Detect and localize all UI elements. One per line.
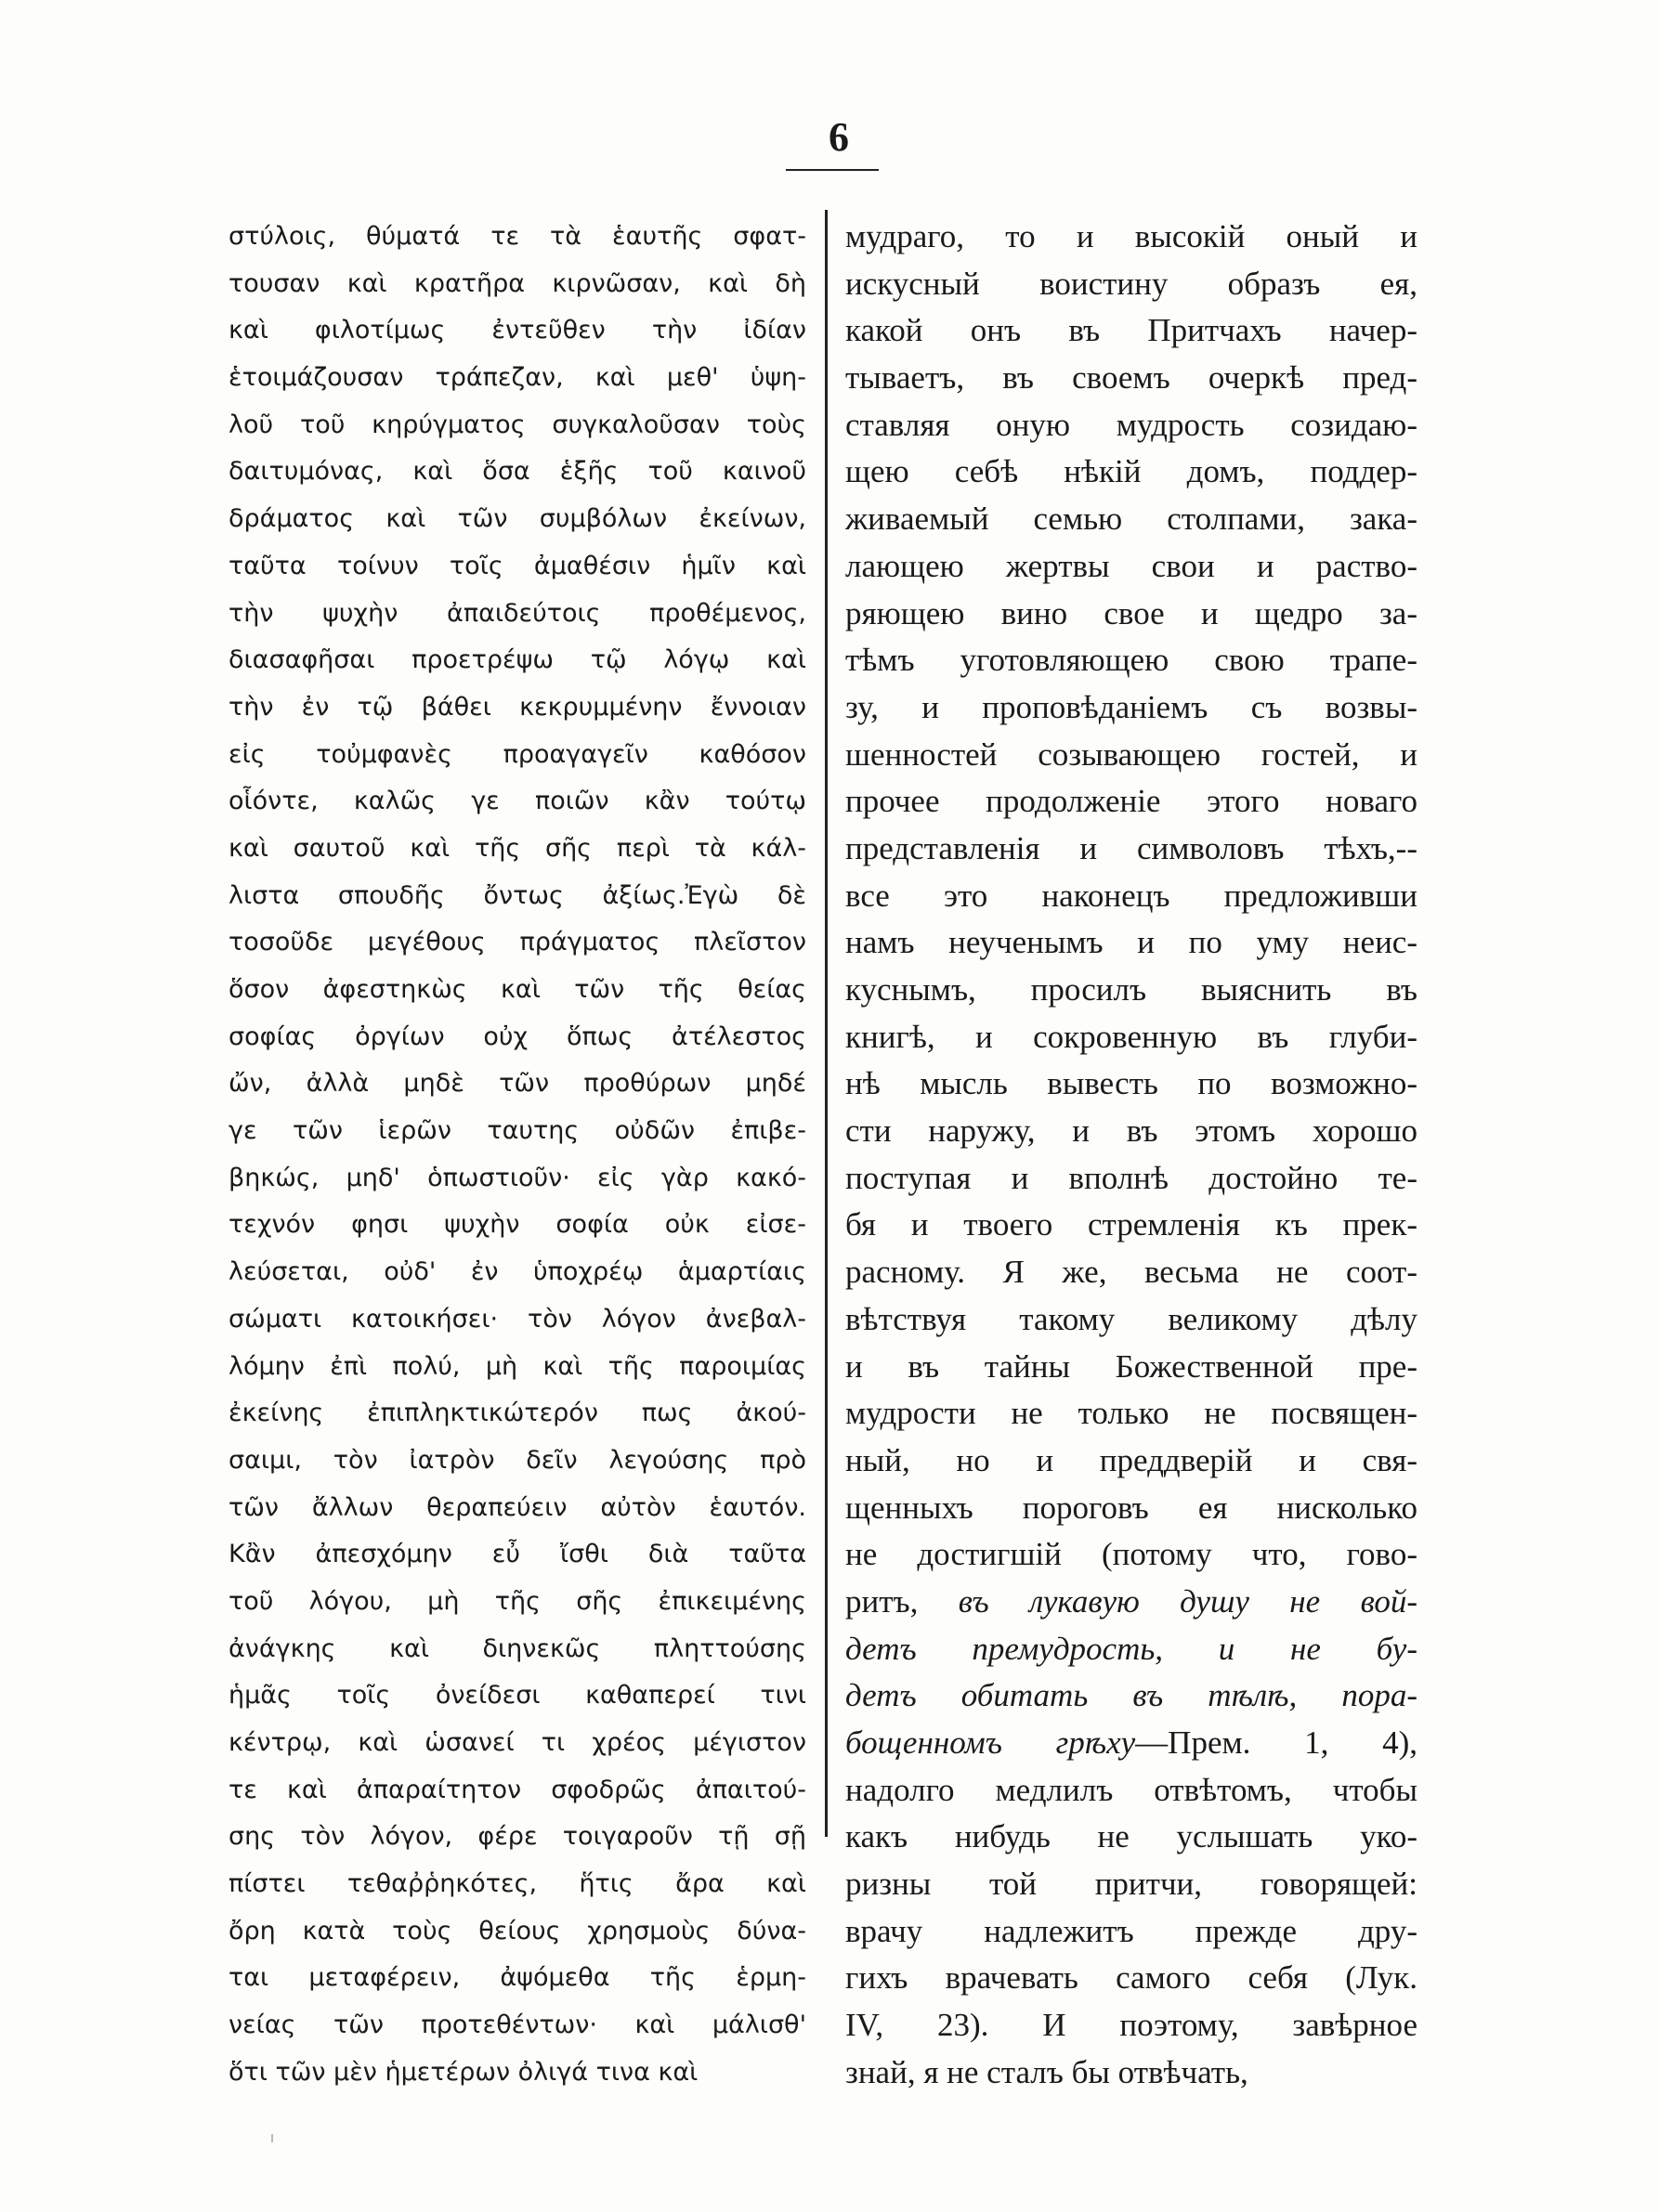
russian-line xyxy=(845,355,1417,402)
text-segment: надолго медлилъ отвѣтомъ, чтобы xyxy=(845,1771,1417,1808)
russian-line xyxy=(845,1108,1417,1155)
greek-line: σοφίας ὀργίων οὐχ ὅπως ἀτέλεστος xyxy=(229,1021,806,1051)
russian-line xyxy=(845,496,1417,543)
russian-line xyxy=(845,732,1417,779)
russian-line xyxy=(845,637,1417,684)
text-segment: IV, 23). И поэтому, завѣрное xyxy=(845,2007,1417,2044)
greek-line: στύλοις, θύματά τε τὰ ἑαυτῆς σφατ- xyxy=(229,222,806,251)
russian-text-column xyxy=(845,214,1417,2097)
greek-line: τὴν ἐν τῷ βάθει κεκρυμμένην ἔννοιαν xyxy=(229,692,806,722)
russian-line xyxy=(845,1626,1417,1673)
text-segment: все это наконецъ предложивши xyxy=(845,877,1417,914)
greek-text-column xyxy=(229,214,806,2097)
russian-line xyxy=(845,1908,1417,1956)
greek-line: ἑτοιμάζουσαν τράπεζαν, καὶ μεθ' ὑψη- xyxy=(229,363,806,393)
greek-line: οἷόντε, καλῶς γε ποιῶν κἂν τούτῳ xyxy=(229,787,806,816)
text-segment: прочее продолженіе этого новаго xyxy=(845,783,1417,820)
text-segment: мудрости не только не посвящен- xyxy=(845,1395,1417,1432)
russian-line xyxy=(845,1155,1417,1203)
russian-line xyxy=(845,2002,1417,2049)
russian-line xyxy=(845,2049,1417,2097)
greek-line: Κἂν ἀπεσχόμην εὖ ἴσθι διὰ ταῦτα xyxy=(229,1540,806,1569)
greek-line: διασαφῆσαι προετρέψω τῷ λόγῳ καὶ xyxy=(229,645,806,675)
russian-line xyxy=(845,1720,1417,1767)
greek-line: σώματι κατοικήσει· τὸν λόγον ἀνεβαλ- xyxy=(229,1304,806,1334)
text-segment: шенностей созывающею гостей, и xyxy=(845,735,1417,773)
russian-line xyxy=(845,1485,1417,1532)
russian-line xyxy=(845,214,1417,261)
italic-quotation: въ лукавую душу не вой- xyxy=(958,1582,1417,1620)
russian-line xyxy=(845,307,1417,355)
text-segment: тываетъ, въ своемъ очеркѣ пред- xyxy=(845,359,1417,397)
russian-line xyxy=(845,543,1417,591)
text-segment: нѣ мысль вывесть по возможно- xyxy=(845,1065,1417,1102)
text-segment: и въ тайны Божественной пре- xyxy=(845,1347,1417,1385)
text-segment: тѣмъ уготовляющею свою трапе- xyxy=(845,642,1417,679)
greek-line: ὅτι τῶν μὲν ἡμετέρων ὀλιγά τινα καὶ xyxy=(229,2057,699,2087)
russian-line xyxy=(845,1390,1417,1438)
greek-line: λεύσεται, οὐδ' ἐν ὑποχρέῳ ἁμαρτίαις xyxy=(229,1257,806,1287)
greek-line: ται μεταφέρειν, ἀψόμεθα τῆς ἑρμη- xyxy=(229,1963,806,1993)
text-segment: сти наружу, и въ этомъ хорошо xyxy=(845,1113,1417,1150)
greek-line: γε τῶν ἱερῶν ταυτης οὐδῶν ἐπιβε- xyxy=(229,1116,806,1146)
russian-line xyxy=(845,1955,1417,2002)
text-segment: ряющею вино свое и щедро за- xyxy=(845,594,1417,631)
russian-line xyxy=(845,1344,1417,1391)
greek-line: τεχνόν φησι ψυχὴν σοφία οὐκ εἰσε- xyxy=(229,1210,806,1240)
russian-line xyxy=(845,1579,1417,1626)
greek-line: ἀνάγκης καὶ διηνεκῶς πληττούσης xyxy=(229,1633,806,1663)
text-segment: представленія и символовъ тѣхъ,-- xyxy=(845,829,1417,866)
russian-line xyxy=(845,873,1417,920)
text-segment: живаемый семью столпами, зака- xyxy=(845,501,1417,538)
text-segment: гихъ врачевать самого себя (Лук. xyxy=(845,1959,1417,1997)
russian-line xyxy=(845,402,1417,449)
greek-line: ὅσον ἀφεστηκὼς καὶ τῶν τῆς θείας xyxy=(229,975,806,1004)
greek-line: ἐκείνης ἐπιπληκτικώτερόν πως ἀκού- xyxy=(229,1399,806,1428)
russian-line xyxy=(845,778,1417,826)
text-segment: зу, и проповѣданіемъ съ возвы- xyxy=(845,688,1417,725)
text-segment: ставляя оную мудрость созидаю- xyxy=(845,406,1417,443)
greek-line: κέντρῳ, καὶ ὡσανεί τι χρέος μέγιστον xyxy=(229,1728,806,1757)
text-segment: знай, я не сталъ бы отвѣчать, xyxy=(845,2053,1248,2090)
russian-line xyxy=(845,919,1417,967)
greek-line: δράματος καὶ τῶν συμβόλων ἐκείνων, xyxy=(229,504,806,534)
greek-line: πίστει τεθαῤῥηκότες, ἥτις ἄρα καὶ xyxy=(229,1869,806,1899)
text-segment: поступая и вполнѣ достойно те- xyxy=(845,1159,1417,1196)
greek-line: λιστα σπουδῆς ὄντως ἀξίως.Ἐγὼ δὲ xyxy=(229,880,806,910)
russian-line xyxy=(845,1249,1417,1296)
greek-line: σαιμι, τὸν ἰατρὸν δεῖν λεγούσης πρὸ xyxy=(229,1445,806,1475)
greek-line: καὶ φιλοτίμως ἐντεῦθεν τὴν ἰδίαν xyxy=(229,316,806,345)
greek-line: ὤν, ἀλλὰ μηδὲ τῶν προθύρων μηδέ xyxy=(229,1069,806,1099)
text-segment: какъ нибудь не услышать уко- xyxy=(845,1818,1417,1855)
text-segment: куснымъ, просилъ выяснить въ xyxy=(845,971,1417,1008)
greek-line: δαιτυμόνας, καὶ ὅσα ἑξῆς τοῦ καινοῦ xyxy=(229,457,806,487)
text-segment: книгѣ, и сокровенную въ глуби- xyxy=(845,1018,1417,1055)
russian-line xyxy=(845,684,1417,732)
russian-line xyxy=(845,1531,1417,1579)
russian-line xyxy=(845,591,1417,638)
column-divider xyxy=(825,210,828,1837)
russian-line xyxy=(845,449,1417,496)
greek-line: εἰς τοὐμφανὲς προαγαγεῖν καθόσον xyxy=(229,739,806,769)
text-segment: —Прем. 1, 4), xyxy=(1135,1724,1417,1761)
text-segment: щенныхъ пороговъ ея нисколько xyxy=(845,1489,1417,1526)
page-number: 6 xyxy=(829,114,849,160)
greek-line: λόμην ἐπὶ πολύ, μὴ καὶ τῆς παροιμίας xyxy=(229,1351,806,1381)
russian-line xyxy=(845,1060,1417,1108)
text-segment: врачу надлежитъ прежде дру- xyxy=(845,1912,1417,1949)
greek-line: νείας τῶν προτεθέντων· καὶ μάλισθ' xyxy=(229,2010,806,2040)
russian-line xyxy=(845,1014,1417,1061)
text-segment: не достигшій (потому что, гово- xyxy=(845,1536,1417,1573)
greek-line: τοσοῦδε μεγέθους πράγματος πλεῖστον xyxy=(229,928,806,957)
russian-line xyxy=(845,1202,1417,1249)
text-segment: расному. Я же, весьма не соот- xyxy=(845,1254,1417,1291)
greek-line: καὶ σαυτοῦ καὶ τῆς σῆς περὶ τὰ κάλ- xyxy=(229,833,806,863)
text-segment: искусный воистину образъ ея, xyxy=(845,265,1417,302)
greek-line: λοῦ τοῦ κηρύγματος συγκαλοῦσαν τοὺς xyxy=(229,410,806,439)
paper-speck xyxy=(271,2134,273,2142)
russian-line xyxy=(845,826,1417,873)
russian-line xyxy=(845,967,1417,1014)
russian-line xyxy=(845,261,1417,308)
text-segment: ный, но и преддверій и свя- xyxy=(845,1441,1417,1478)
text-segment: ритъ, xyxy=(845,1582,959,1620)
greek-line: τὴν ψυχὴν ἀπαιδεύτοις προθέμενος, xyxy=(229,598,806,628)
text-segment: намъ неученымъ и по уму неис- xyxy=(845,924,1417,961)
greek-line: σης τὸν λόγον, φέρε τοιγαροῦν τῇ σῇ xyxy=(229,1822,806,1852)
text-segment: мудраго, то и высокій оный и xyxy=(845,218,1417,254)
italic-quotation: бощенномъ грѣху xyxy=(845,1724,1136,1761)
greek-line: τῶν ἄλλων θεραπεύειν αὐτὸν ἑαυτόν. xyxy=(229,1492,806,1522)
header-rule xyxy=(786,169,879,171)
text-segment: лающею жертвы свои и раство- xyxy=(845,547,1417,584)
greek-line: βηκώς, μηδ' ὁπωστιοῦν· εἰς γὰρ κακό- xyxy=(229,1163,806,1192)
greek-line: ταῦτα τοίνυν τοῖς ἀμαθέσιν ἡμῖν καὶ xyxy=(229,551,806,580)
italic-quotation: детъ премудрость, и не бу- xyxy=(845,1630,1417,1667)
greek-line: ὄρη κατὰ τοὺς θείους χρησμοὺς δύνα- xyxy=(229,1916,806,1945)
greek-line: τε καὶ ἀπαραίτητον σφοδρῶς ἀπαιτού- xyxy=(229,1775,806,1804)
text-segment: щею себѣ нѣкій домъ, поддер- xyxy=(845,453,1417,490)
russian-line xyxy=(845,1814,1417,1861)
text-segment: какой онъ въ Притчахъ начер- xyxy=(845,312,1417,349)
russian-line xyxy=(845,1767,1417,1815)
greek-line: τουσαν καὶ κρατῆρα κιρνῶσαν, καὶ δὴ xyxy=(229,268,806,298)
russian-line xyxy=(845,1672,1417,1720)
greek-line: τοῦ λόγου, μὴ τῆς σῆς ἐπικειμένης xyxy=(229,1586,806,1616)
text-segment: ризны той притчи, говорящей: xyxy=(845,1866,1417,1903)
russian-line xyxy=(845,1438,1417,1485)
text-segment: бя и твоего стремленія къ прек- xyxy=(845,1206,1417,1243)
text-segment: вѣтствуя такому великому дѣлу xyxy=(845,1300,1417,1337)
italic-quotation: детъ обитать въ тѣлѣ, пора- xyxy=(845,1677,1417,1714)
russian-line xyxy=(845,1296,1417,1344)
russian-line xyxy=(845,1861,1417,1908)
greek-line: ἡμᾶς τοῖς ὀνείδεσι καθαπερεί τινι xyxy=(229,1681,806,1711)
